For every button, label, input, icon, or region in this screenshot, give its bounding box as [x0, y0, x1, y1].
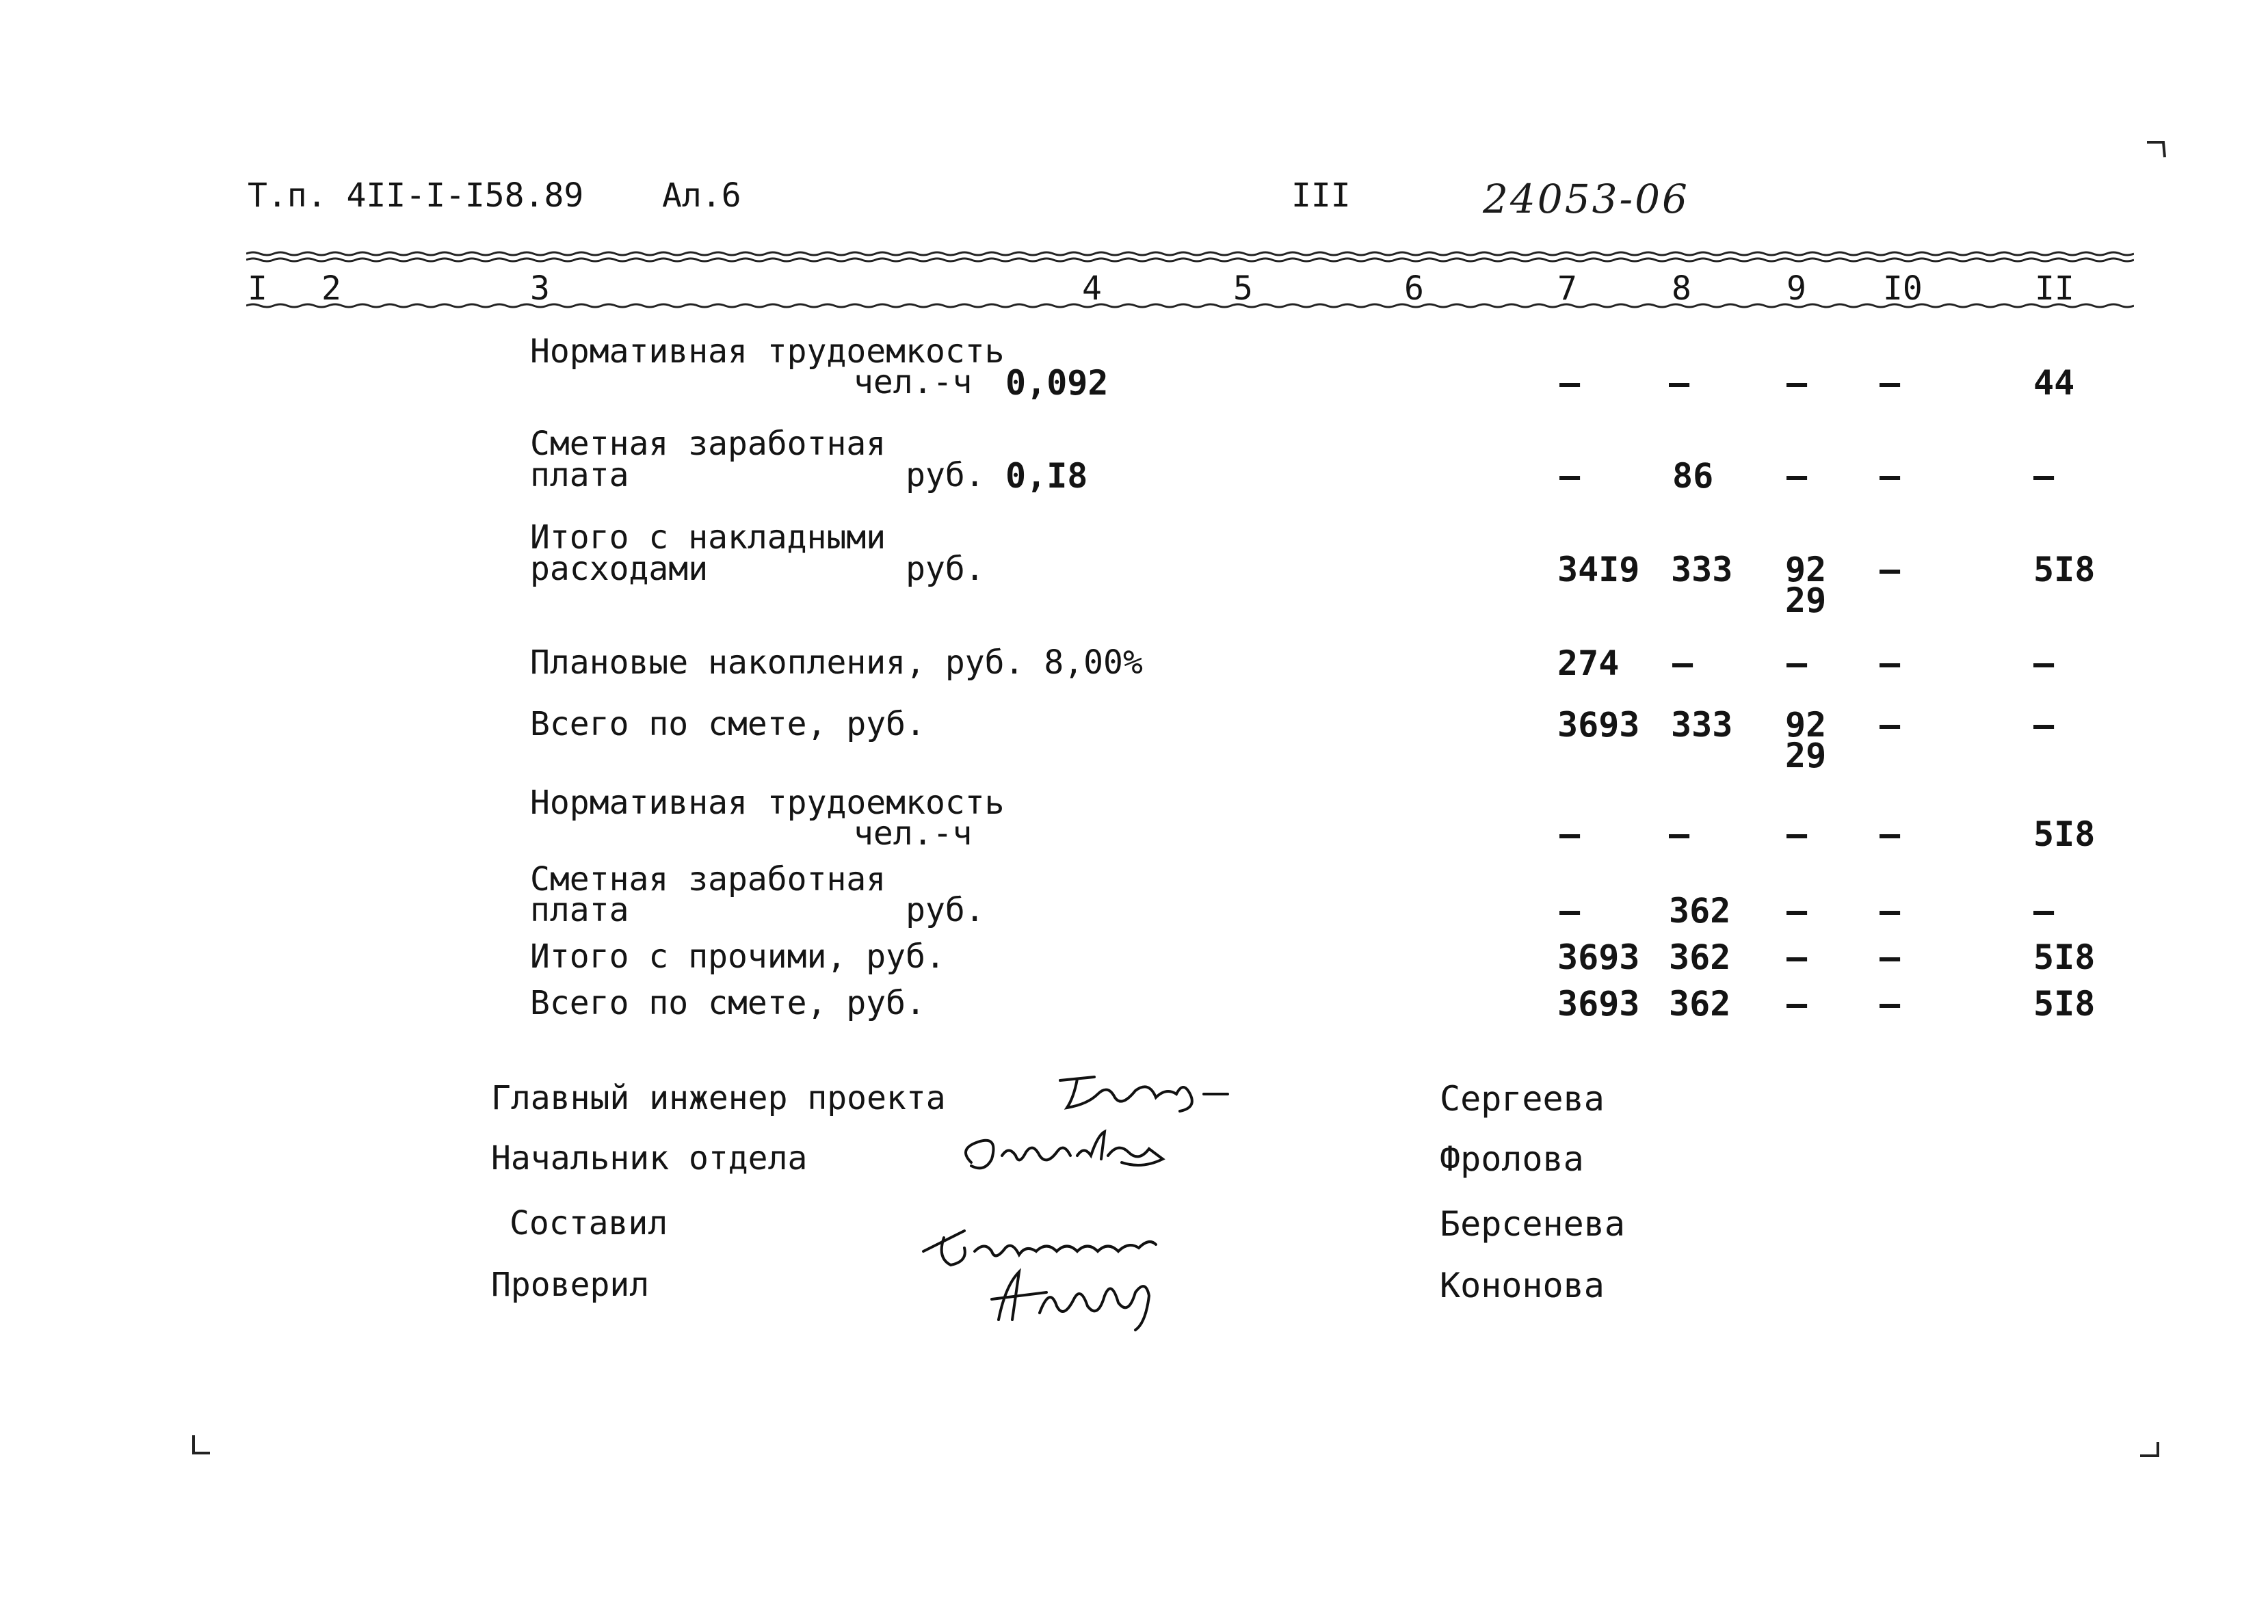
- row-5-label: Всего по смете, руб.: [530, 705, 925, 743]
- signature-role-chief-engineer: Главный инженер проекта: [491, 1079, 946, 1117]
- signature-role-compiled-by: Составил: [510, 1204, 668, 1242]
- corner-mark-top-right: [2144, 137, 2172, 164]
- row-9-col7: 3693: [1557, 984, 1640, 1024]
- row-1-col4: 0,092: [1005, 363, 1109, 403]
- column-number-1: I: [248, 269, 267, 308]
- row-6-col9: –: [1786, 814, 1808, 854]
- row-3-label: Итого с накладными: [530, 518, 886, 557]
- row-9-col8: 362: [1669, 984, 1731, 1024]
- row-9-col10: –: [1880, 984, 1901, 1024]
- album-number: Ал.6: [662, 176, 741, 215]
- row-8-col11: 5I8: [2033, 937, 2096, 977]
- row-1-col7: –: [1559, 363, 1581, 403]
- row-7-label: Сметная заработная: [530, 860, 886, 898]
- row-6-col10: –: [1880, 814, 1901, 854]
- column-number-11: II: [2035, 269, 2074, 308]
- handwritten-signature-3: [910, 1203, 1211, 1340]
- row-2-col9: –: [1786, 456, 1808, 496]
- row-5-col9-top: 92: [1785, 705, 1827, 745]
- page-number: III: [1291, 176, 1351, 215]
- row-6-unit: чел.-ч: [854, 814, 973, 853]
- row-2-col10: –: [1880, 456, 1901, 496]
- row-7-col10: –: [1880, 891, 1901, 931]
- column-number-10: I0: [1883, 269, 1923, 308]
- row-7-col9: –: [1786, 891, 1808, 931]
- row-9-label: Всего по смете, руб.: [530, 984, 925, 1022]
- row-8-col10: –: [1880, 937, 1901, 977]
- document-code: Т.п. 4II-I-I58.89: [248, 176, 584, 215]
- row-3-col10: –: [1880, 550, 1901, 589]
- signature-name-chief-engineer: Сергеева: [1440, 1079, 1605, 1119]
- row-9-col9: –: [1786, 984, 1808, 1024]
- row-7-col8: 362: [1669, 891, 1731, 931]
- column-number-2: 2: [321, 269, 341, 308]
- row-4-col10: –: [1880, 643, 1901, 683]
- row-3-col11: 5I8: [2033, 550, 2096, 589]
- row-1-col9: –: [1786, 363, 1808, 403]
- row-7-col7: –: [1559, 891, 1581, 931]
- row-2-col4: 0,I8: [1005, 456, 1088, 496]
- row-4-col9: –: [1786, 643, 1808, 683]
- row-1-col11: 44: [2033, 363, 2075, 403]
- column-number-4: 4: [1082, 269, 1102, 308]
- row-3-unit: расходами руб.: [530, 550, 985, 588]
- signature-name-department-head: Фролова: [1440, 1139, 1584, 1179]
- row-3-col8: 333: [1671, 550, 1733, 589]
- signature-role-department-head: Начальник отдела: [491, 1139, 808, 1177]
- row-4-label: Плановые накопления, руб. 8,00%: [530, 643, 1143, 682]
- row-8-label: Итого с прочими, руб.: [530, 937, 945, 976]
- row-4-col8: –: [1672, 643, 1693, 683]
- row-2-label: Сметная заработная: [530, 425, 886, 463]
- corner-mark-bottom-left: [188, 1433, 215, 1460]
- handwritten-number: 24053-06: [1483, 176, 1689, 222]
- header-bottom-rule: [246, 301, 2134, 310]
- column-number-9: 9: [1786, 269, 1806, 308]
- row-8-col8: 362: [1669, 937, 1731, 977]
- row-5-col9-bottom: 29: [1785, 736, 1827, 775]
- column-number-8: 8: [1672, 269, 1691, 308]
- row-1-col8: –: [1669, 363, 1690, 403]
- row-2-unit: плата руб.: [530, 456, 985, 494]
- row-6-col8: –: [1669, 814, 1690, 854]
- row-3-col9-bottom: 29: [1785, 581, 1827, 620]
- row-4-col11: –: [2033, 643, 2055, 683]
- column-number-7: 7: [1557, 269, 1577, 308]
- signature-name-checked-by: Кононова: [1440, 1266, 1605, 1305]
- row-8-col7: 3693: [1557, 937, 1640, 977]
- signature-name-compiled-by: Берсенева: [1440, 1204, 1625, 1244]
- corner-mark-bottom-right: [2137, 1439, 2165, 1467]
- row-1-col10: –: [1880, 363, 1901, 403]
- column-number-5: 5: [1233, 269, 1253, 308]
- row-2-col8: 86: [1672, 456, 1714, 496]
- handwritten-signature-2: [944, 1121, 1190, 1183]
- row-9-col11: 5I8: [2033, 984, 2096, 1024]
- header-top-rule: [246, 250, 2134, 264]
- row-5-col8: 333: [1671, 705, 1733, 745]
- row-1-label: Нормативная трудоемкость: [530, 332, 1005, 371]
- handwritten-signature-1: [1046, 1067, 1252, 1121]
- row-5-col11: –: [2033, 705, 2055, 745]
- row-6-col11: 5I8: [2033, 814, 2096, 854]
- row-7-unit: плата руб.: [530, 891, 985, 929]
- row-6-col7: –: [1559, 814, 1581, 854]
- row-3-col7: 34I9: [1557, 550, 1640, 589]
- row-5-col7: 3693: [1557, 705, 1640, 745]
- column-number-6: 6: [1404, 269, 1424, 308]
- row-3-col9-top: 92: [1785, 550, 1827, 589]
- row-4-col7: 274: [1557, 643, 1620, 683]
- row-6-label: Нормативная трудоемкость: [530, 784, 1005, 822]
- row-7-col11: –: [2033, 891, 2055, 931]
- column-number-3: 3: [530, 269, 550, 308]
- row-5-col10: –: [1880, 705, 1901, 745]
- row-8-col9: –: [1786, 937, 1808, 977]
- row-1-unit: чел.-ч: [854, 363, 973, 401]
- signature-role-checked-by: Проверил: [491, 1266, 650, 1304]
- row-2-col11: –: [2033, 456, 2055, 496]
- row-2-col7: –: [1559, 456, 1581, 496]
